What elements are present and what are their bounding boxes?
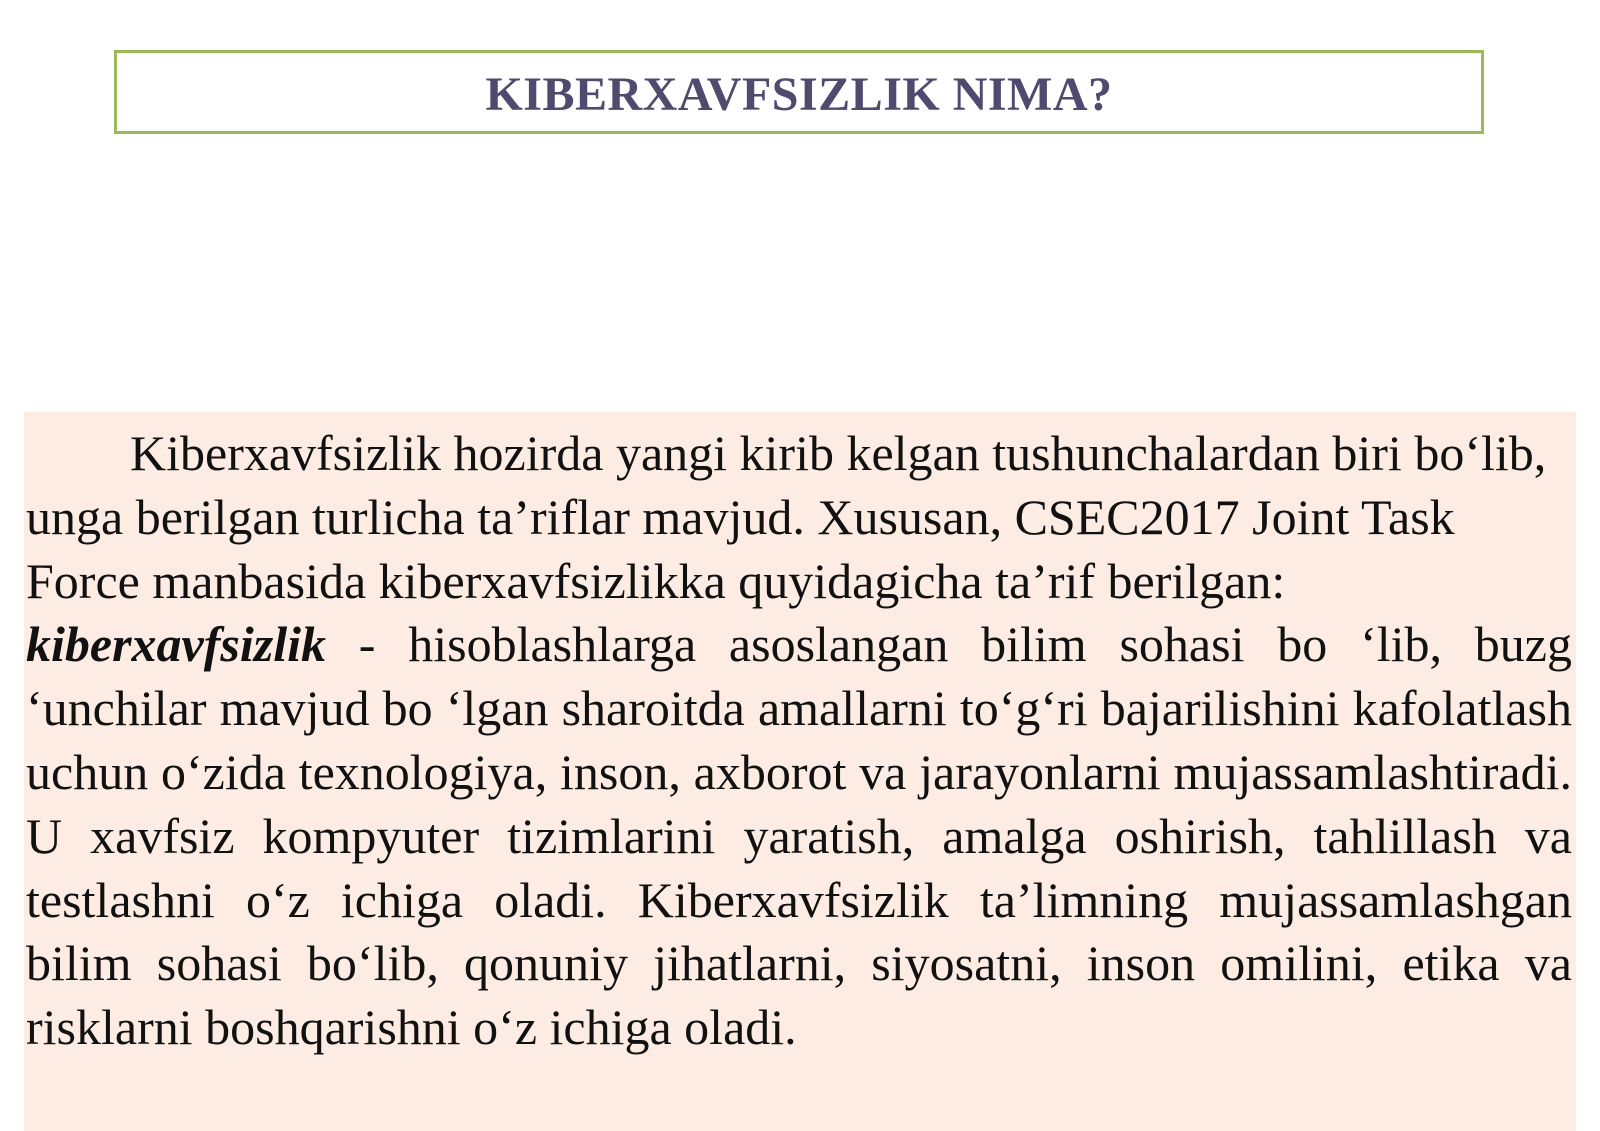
slide-title: KIBERXAVFSIZLIK NIMA? — [485, 67, 1113, 121]
definition-paragraph — [26, 613, 1572, 1060]
definition-term: kiberxavfsizlik — [26, 616, 326, 673]
intro-paragraph: Kiberxavfsizlik hozirda yangi kirib kelgan tushunchalardan biri bo‘lib, unga berilgan turlicha ta’riflar mavjud. Xususan, CSEC2017 Joint Task Force manbasida kiberxavfsizlikka quyidagicha ta’rif berilgan: — [26, 425, 1547, 609]
title-box — [114, 50, 1484, 134]
content-box — [24, 412, 1576, 1131]
definition-text: - hisoblashlarga asoslangan bilim sohasi bo ‘lib, buzg ‘unchilar mavjud bo ‘lgan sharoitda amallarni to‘g‘ri bajarilishini kafolatlash uchun o‘zida texnologiya, inson, axborot va jarayonlarni mujassamlashtiradi. U xavfsiz kompyuter tizimlarini yaratish, amalga oshirish, tahlillash va testlashni o‘z ichiga oladi. Kiberxavfsizlik ta’limning mujassamlashgan bilim sohasi bo‘lib, qonuniy jihatlarni, siyosatni, inson omilini, etika va risklarni boshqarishni o‘z ichiga oladi. — [26, 616, 1572, 1056]
